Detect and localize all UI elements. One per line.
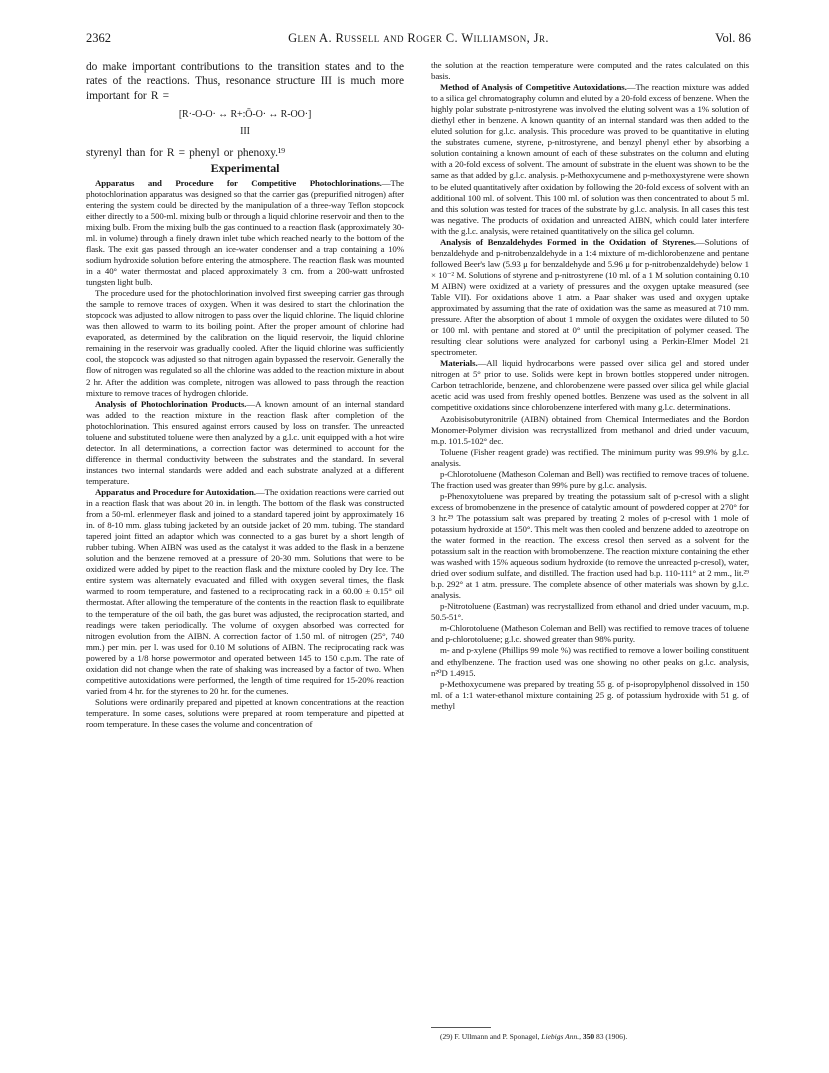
- footnote-pages: 83 (1906).: [595, 1032, 628, 1041]
- formula-label: III: [240, 126, 250, 138]
- paragraph: [431, 358, 749, 413]
- running-head: [86, 31, 751, 47]
- footnote-authors: F. Ullmann and P. Sponagel,: [454, 1032, 540, 1041]
- paragraph: m- and p-xylene (Phillips 99 mole %) was rectified to remove a lower boiling constituent and ethylbenzene. The fraction used was one showing no other peaks on g.l.c. analysis, n²⁰D 1.4915.: [431, 645, 749, 678]
- paragraph-body: —The oxidation reactions were carried out in a reaction flask that was about 20 in. in length. The bottom of the flask was constructed from a 50-ml. erlenmeyer flask and joined to a standard tapered joint by approximately 16 in. of 8-10 mm. glass tubing jacketed by an outside jacket of 20 mm. tubing. The standard tapered joint fitted an adaptor which was connected to a gas buret by a short length of rubber tubing. When AIBN was used as the catalyst it was added to the flask in a benzene solution and the benzene removed at a pressure of 20-30 mm. Solutions that were to be oxidized were added by pipet to the reaction flask and the mixture cooled by Dry Ice. The entire system was alternately evacuated and filled with oxygen several times, the flask warmed to room temperature, and fastened to a reciprocating rack in a 60.00 ± 0.15° oil thermostat. After allowing the temperature of the contents in the reaction flask to equilibrate to the temperature of the oil bath, the gas buret was adjusted, the reciprocation started, and readings were taken periodically. The volume of oxygen absorbed was corrected for nitrogen evolution from the AIBN. A correction factor of 1.50 ml. of nitrogen (25°, 740 mm.) per min. per l. was used for 0.10 M solutions of AIBN. The reciprocating rack was powered by a 1/8 horse powermotor and operated between 145 to 150 c.p.m. The rate of oxidation did not change when the rate of shaking was increased by a factor of two. When competitive autoxidations were performed, the length of time required for 15-20% reaction varied from 4 hr. for the styrenes to 20 hr. for the cumenes.: [86, 486, 404, 696]
- section-title: Experimental: [210, 160, 280, 175]
- page-number: 2362: [86, 31, 111, 45]
- paragraph: p-Chlorotoluene (Matheson Coleman and Bell) was rectified to remove traces of toluene. The fraction used was greater than 99% pure by g.l.c. analysis.: [431, 468, 749, 490]
- paragraph: [431, 82, 749, 237]
- paragraph: Azobisisobutyronitrile (AIBN) obtained from Chemical Intermediates and the Bordon Monomer-Polymer division was recrystallized from methanol and dried under vacuum, m.p. 101.5-102° dec.: [431, 413, 749, 446]
- paragraph-heading: Materials.: [440, 358, 478, 369]
- paragraph: m-Chlorotoluene (Matheson Coleman and Bell) was rectified to remove traces of toluene and p-chlorotoluene; g.l.c. showed greater than 98% purity.: [431, 623, 749, 645]
- paragraph-heading: Analysis of Photochlorination Products.: [95, 398, 247, 409]
- paragraph: The procedure used for the photochlorination involved first sweeping carrier gas through the sample to remove traces of oxygen. When it was desired to start the chlorination the stopcock was adjusted to allow nitrogen to pass over the liquid chlorine. The liquid chlorine was then allowed to warm to its boiling point. After the proper amount of chlorine had evaporated, as determined by the calibration on the liquid reservoir, the liquid chlorine remaining in the reservoir was gradually cooled. After the liquid chlorine was sufficiently cool, the stopcock was adjusted so that nitrogen again bypassed the reservoir. Generally the flow of nitrogen was regulated so all the chlorine was added to the reaction mixture in about 2 hr. After the addition was complete, nitrogen was allowed to pass through the reaction mixture to remove traces of hydrogen chloride.: [86, 288, 404, 398]
- paragraph: Solutions were ordinarily prepared and pipetted at known concentrations at the reaction temperature. In some cases, solutions were prepared at room temperature and pipetted at room temperature. In these cases the volume and concentration of: [86, 696, 404, 729]
- paragraph: p-Phenoxytoluene was prepared by treating the potassium salt of p-cresol with a slight excess of bromobenzene in the presence of catalytic amount of powdered copper at 270° for 3 hr.²⁹ The potassium salt was prepared by treating 2 moles of p-cresol with 1 mole of potassium hydroxide at 150°. This melt was then cooled and benzene added to azeotrope on the water formed in the reaction. The excess cresol then served as a solvent for the potassium salt in the reaction with bromobenzene. The reaction mixture containing the ether was washed with 15% aqueous sodium hydroxide (to remove the unreacted p-cresol), water, dried over sodium sulfate, and distilled. The fraction used had b.p. 110-111° at 2 mm., lit.²⁹ b.p. 292° at 1 atm. pressure. The complete absence of other materials was shown by g.l.c. analysis.: [431, 490, 749, 601]
- paragraph-heading: Method of Analysis of Competitive Autoxidations.: [440, 82, 627, 93]
- paragraph: p-Methoxycumene was prepared by treating 55 g. of p-isopropylphenol dissolved in 150 ml. of a 1:1 water-ethanol mixture containing 25 g. of potassium hydroxide with 51 g. of methyl: [431, 678, 749, 711]
- paragraph-heading: Apparatus and Procedure for Autoxidation.: [95, 486, 256, 497]
- footnote-rule: [431, 1027, 491, 1028]
- paragraph: [86, 487, 404, 697]
- paragraph-heading: Apparatus and Procedure for Competitive Photochlorinations.: [95, 177, 382, 188]
- paragraph-body: —All liquid hydrocarbons were passed over silica gel and stored under nitrogen at 5° prior to use. Solids were kept in brown bottles stoppered under nitrogen. Carbon tetrachloride, benzene, and chlorobenzene were passed over silica gel while glacial acetic acid was used from freshly opened bottles. Benzene was used as the solvent in all competitive oxidations since chlorobenzene interfered with many g.l.c. determinations.: [431, 358, 749, 413]
- paragraph: the solution at the reaction temperature were computed and the rates calculated on this basis.: [431, 60, 749, 82]
- paragraph: p-Nitrotoluene (Eastman) was recrystallized from ethanol and dried under vacuum, m.p. 50.5-51°.: [431, 601, 749, 623]
- right-column: [431, 60, 749, 712]
- paragraph-body: —Solutions of benzaldehyde and p-nitrobenzaldehyde in a 1:4 mixture of m-dichlorobenzene and pentane followed Beer's law (5.93 μ for benzaldehyde and 5.96 μ for p-nitrobenzaldehyde) below 1 × 10⁻² M. Solutions of styrene and p-nitrostyrene (10 ml. of a 1 M solution containing 0.10 M AIBN) were oxidized at a variety of pressures and the oxygen uptake measured (see Table VII). For oxidations above 1 atm. a Paar shaker was used and oxygen uptake approximated by assuming that the rate of oxidation was the same as measured at 710 mm. pressure. After the absorption of about 1 mmole of oxygen the oxidates were diluted to 50 or 100 ml. with pentane and stored at 0° until the precipitation of polymer ceased. The resulting clear solutions were analyzed for carbonyl using a Perkin-Elmer Model 21 spectrometer.: [431, 236, 749, 358]
- paragraph-body: —The reaction mixture was added to a silica gel chromatography column and eluted by a 20-fold excess of benzene. When the highly polar substrate p-nitrostyrene was involved the eluting solvent was a 1% solution of diethyl ether in benzene. A known quantity of an internal standard was then added to the eluted solution for g.l.c. analysis. This procedure was proved to be quantitative in eluting the substrates cumene, styrene, p-nitrostyrene, and benzyl phenyl ether by absorbing a solution containing a known amount of each of these substrates on the column and eluting with a 20-fold excess of solvent. The amount of substrate in the eluent was shown to be the same as that added by g.l.c. analysis. p-Methoxycumene and p-methoxystyrene were shown to be eluted quantitatively after oxidation by following the 20-fold excess of solvent with an additional 100 ml. of solvent. This 100 ml. of solution was then concentrated to about 5 ml. and this solution was tested for traces of the substrate by g.l.c. analysis. In all cases this test was negative. The products of oxidation and unreacted AIBN, which could later interfere with the g.l.c. analysis, were retained quantitatively on the silica gel column.: [431, 82, 749, 236]
- left-column: [86, 60, 404, 730]
- footnote-journal: Liebigs Ann.,: [541, 1032, 581, 1041]
- footnote: [440, 1032, 750, 1041]
- after-formula-text: styrenyl than for R = phenyl or phenoxy.¹⁹: [86, 147, 286, 160]
- paragraph: [86, 178, 404, 288]
- volume-label: Vol. 86: [715, 31, 751, 45]
- paragraph-heading: Analysis of Benzaldehydes Formed in the Oxidation of Styrenes.: [440, 236, 696, 247]
- paragraph: [86, 399, 404, 487]
- footnote-number: (29): [440, 1032, 453, 1041]
- paragraph-body: —A known amount of an internal standard was added to the reaction mixture in the reaction flask after completion of the photochlorination. This ensured against errors caused by loss on transfer. The unreacted toluene and substituted toluene were then analyzed by a g.l.c. unit equipped with a hot wire detector. In all determinations, a correction factor was determined to account for the difference in thermal conductivity between the substrates and the standard. In several instances two internal standards were added and each substrate analyzed at a different temperature.: [86, 398, 404, 486]
- paragraph: [431, 237, 749, 359]
- paragraph: Toluene (Fisher reagent grade) was rectified. The minimum purity was 99.9% by g.l.c. analysis.: [431, 446, 749, 468]
- resonance-formula: [R·-O-O· ↔ R+:Ō-O· ↔ R-OO·]: [178, 109, 312, 121]
- footnote-volume: 350: [582, 1032, 595, 1041]
- paragraph-body: —The photochlorination apparatus was designed so that the carrier gas (prepurified nitrogen) after entering the system could be directed by the manipulation of a three-way Teflon stopcock either directly to a 500-ml. mixing bulb or through a liquid chlorine reservoir and then to the mixing bulb. From the mixing bulb the gas continued to a reaction flask (approximately 30-ml. in volume) through a finely drawn inlet tube which reached nearly to the bottom of the flask. The exit gas passed through an ice-water condenser and a trap containing a 10% sodium hydroxide solution before entering the atmosphere. The reaction flask was mounted in a 40° water thermostat and placed approximately 3 cm. from a 200-watt unfrosted tungsten light bulb.: [86, 177, 404, 288]
- intro-paragraph: do make important contributions to the transition states and to the rates of the reactions. Thus, resonance structure III is much more important for R =: [86, 61, 404, 102]
- running-head-authors: Glen A. Russell and Roger C. Williamson, Jr.: [288, 31, 549, 45]
